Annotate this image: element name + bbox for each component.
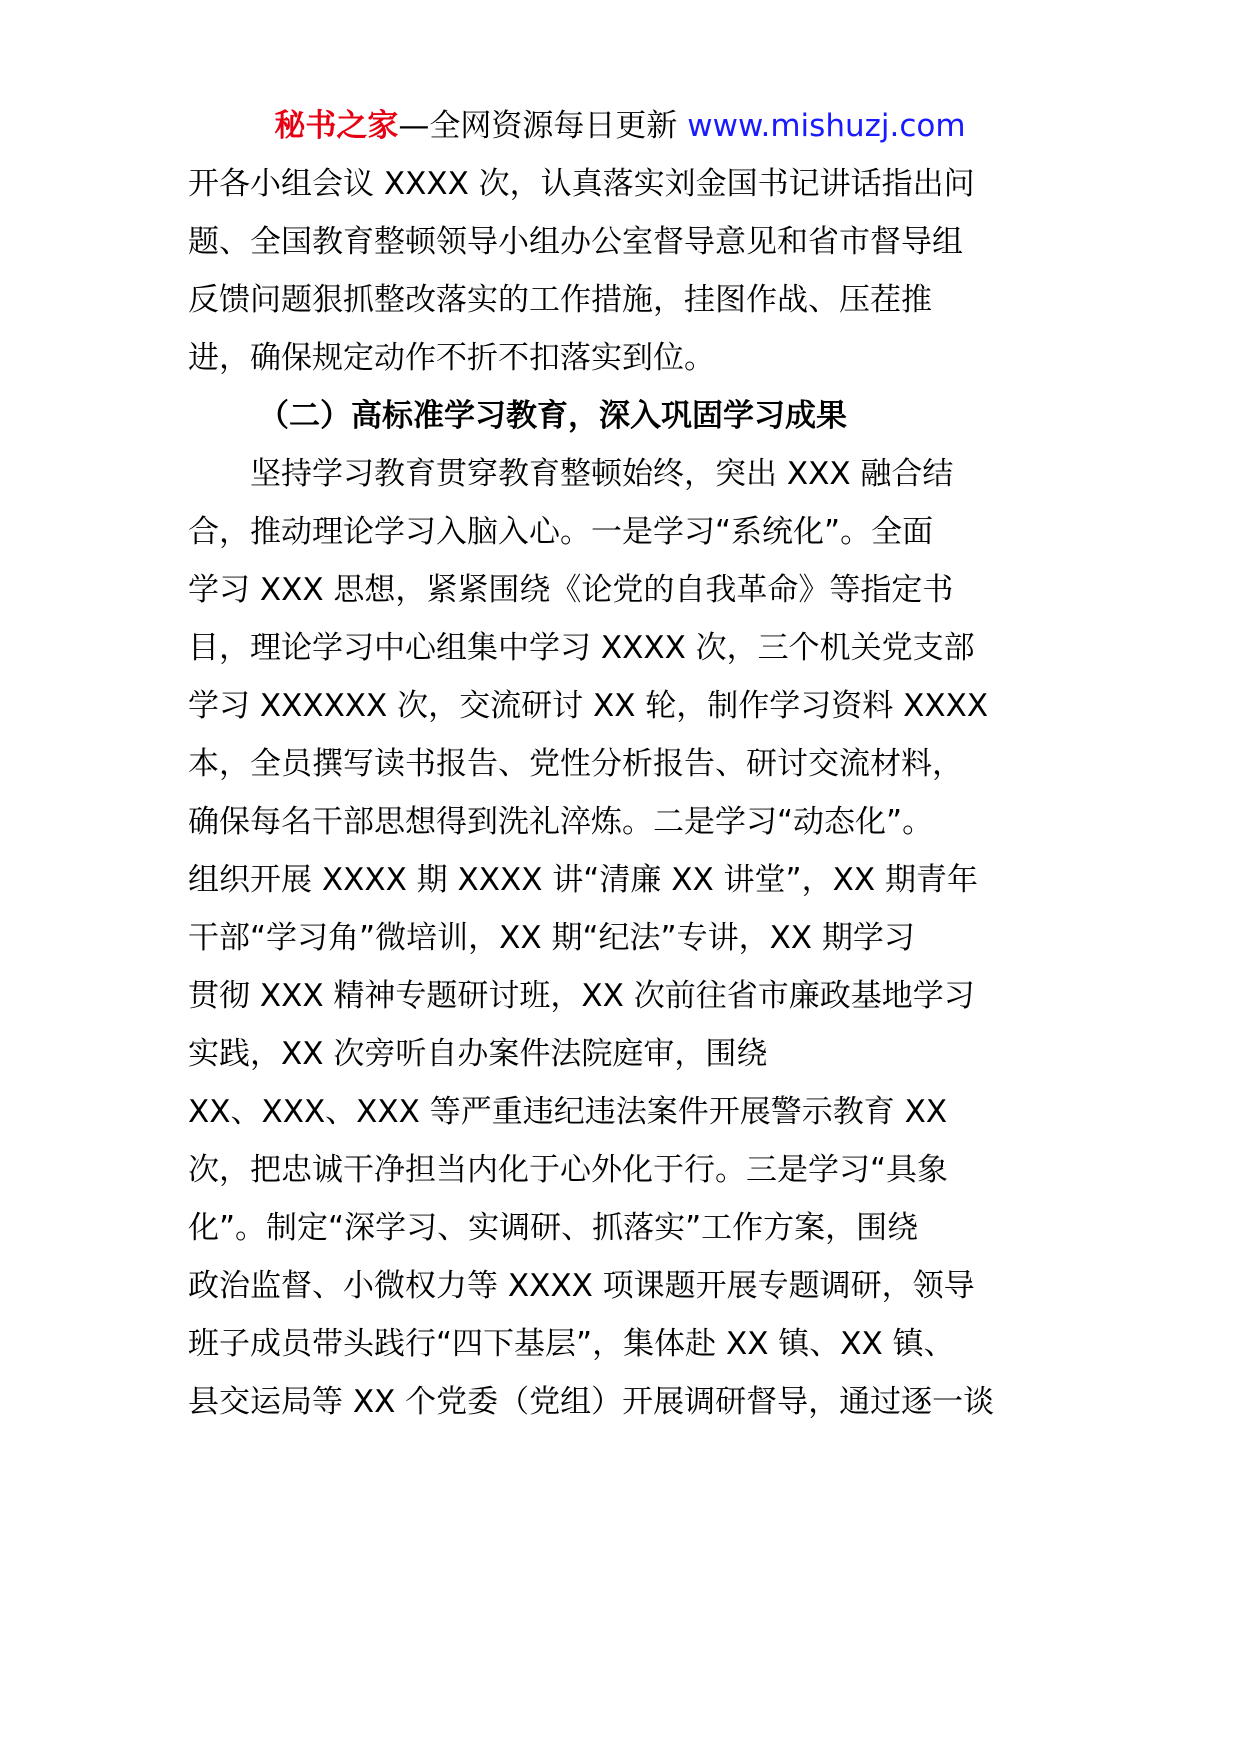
site-header	[0, 98, 1240, 154]
text-line: 合，推动理论学习入脑入心。一是学习“系统化”。全面	[188, 514, 934, 550]
text-line: 组织开展 XXXX 期 XXXX 讲“清廉 XX 讲堂”，XX 期青年	[188, 862, 978, 898]
text-line: 次，把忠诚干净担当内化于心外化于行。三是学习“具象	[188, 1152, 949, 1188]
text-line: 确保每名干部思想得到洗礼淬炼。二是学习“动态化”。	[188, 804, 934, 840]
text-line: 实践，XX 次旁听自办案件法院庭审，围绕	[188, 1036, 768, 1072]
text-line: 题、全国教育整顿领导小组办公室督导意见和省市督导组	[188, 224, 963, 260]
site-brand: 秘书之家	[274, 108, 399, 144]
text-line: 开各小组会议 XXXX 次，认真落实刘金国书记讲话指出问	[188, 166, 975, 202]
text-line: 学习 XXXXXX 次，交流研讨 XX 轮，制作学习资料 XXXX	[188, 688, 989, 724]
text-line: 贯彻 XXX 精神专题研讨班，XX 次前往省市廉政基地学习	[188, 978, 975, 1014]
paragraph-first-line: 坚持学习教育贯穿教育整顿始终，突出 XXX 融合结	[250, 456, 954, 492]
site-tagline: —全网资源每日更新	[398, 108, 678, 144]
text-line: 班子成员带头践行“四下基层”，集体赴 XX 镇、XX 镇、	[188, 1326, 955, 1362]
text-line: 化”。制定“深学习、实调研、抓落实”工作方案，围绕	[188, 1210, 919, 1246]
text-line: 本，全员撰写读书报告、党性分析报告、研讨交流材料，	[188, 746, 963, 782]
text-line: 干部“学习角”微培训，XX 期“纪法”专讲，XX 期学习	[188, 920, 915, 956]
text-line: 学习 XXX 思想，紧紧围绕《论党的自我革命》等指定书	[188, 572, 954, 608]
section-heading: （二）高标准学习教育，深入巩固学习成果	[258, 398, 847, 434]
text-line: 进，确保规定动作不折不扣落实到位。	[188, 340, 715, 376]
text-line: 目，理论学习中心组集中学习 XXXX 次，三个机关党支部	[188, 630, 975, 666]
text-line: 政治监督、小微权力等 XXXX 项课题开展专题调研，领导	[188, 1268, 975, 1304]
text-line: XX、XXX、XXX 等严重违纪违法案件开展警示教育 XX	[188, 1094, 948, 1130]
site-url[interactable]: www.mishuzj.com	[687, 108, 966, 144]
text-line: 反馈问题狠抓整改落实的工作措施，挂图作战、压茬推	[188, 282, 932, 318]
text-line: 县交运局等 XX 个党委（党组）开展调研督导，通过逐一谈	[188, 1384, 995, 1420]
